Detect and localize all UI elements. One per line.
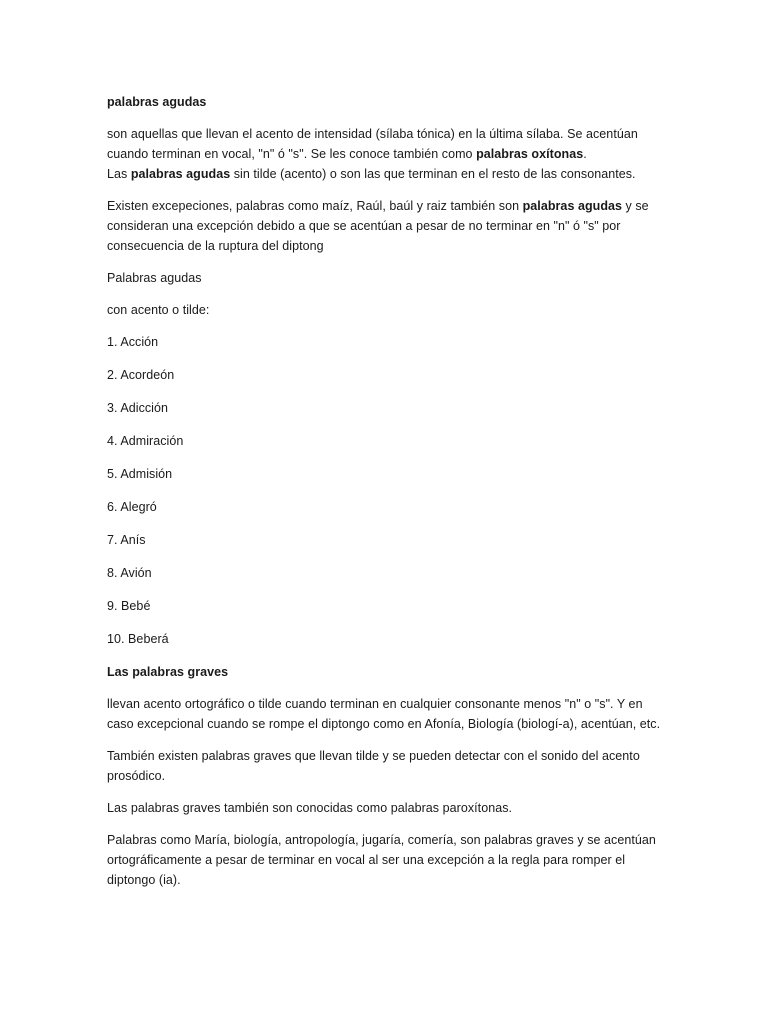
paragraph-graves-paroxitonas: Las palabras graves también son conocidas como palabras paroxítonas. <box>107 801 513 815</box>
paragraph-graves-tilde: También existen palabras graves que llevan tilde y se pueden detectar con el sonido del acento prosódico. <box>107 749 640 783</box>
subheading-palabras-agudas: Palabras agudas <box>107 271 202 285</box>
heading-palabras-graves: Las palabras graves <box>107 665 229 679</box>
list-item: 4. Admiración <box>107 434 184 448</box>
list-item: 5. Admisión <box>107 467 173 481</box>
list-item: 7. Anís <box>107 533 146 547</box>
list-intro: con acento o tilde: <box>107 303 210 317</box>
list-item: 6. Alegró <box>107 500 157 514</box>
bold-term: palabras agudas <box>522 199 623 213</box>
bold-term: palabras agudas <box>130 167 231 181</box>
text-fragment: Existen excepeciones, palabras como maíz, Raúl, baúl y raiz también son <box>107 199 523 213</box>
word-list <box>107 332 667 649</box>
document-page <box>107 92 667 902</box>
paragraph-graves-examples: Palabras como María, biología, antropología, jugaría, comería, son palabras graves y se acentúan ortográficamente a pesar de terminar en vocal al ser una excepción a la regla para romper el diptongo (ia). <box>107 833 656 887</box>
bold-term: palabras oxítonas <box>476 147 584 161</box>
paragraph-agudas-definition <box>107 124 667 184</box>
list-item: 1. Acción <box>107 335 159 349</box>
list-item: 3. Adicción <box>107 401 169 415</box>
heading-palabras-agudas: palabras agudas <box>107 95 207 109</box>
text-fragment: son aquellas que llevan el acento de intensidad (sílaba tónica) en la última sílaba. Se acentúan cuando terminan en vocal, "n" ó "s". Se les conoce también como <box>107 127 638 161</box>
text-fragment: Las <box>107 167 131 181</box>
paragraph-graves-definition: llevan acento ortográfico o tilde cuando terminan en cualquier consonante menos "n" o "s". Y en caso excepcional cuando se rompe el diptongo como en Afonía, Biología (biologí-a), acentúan, etc. <box>107 697 661 731</box>
text-fragment: . <box>583 147 587 161</box>
list-item: 2. Acordeón <box>107 368 175 382</box>
list-item: 9. Bebé <box>107 599 151 613</box>
list-item: 10. Beberá <box>107 632 169 646</box>
paragraph-agudas-exceptions <box>107 196 667 256</box>
list-item: 8. Avión <box>107 566 152 580</box>
text-fragment: sin tilde (acento) o son las que terminan en el resto de las consonantes. <box>230 167 636 181</box>
text-fragment: y se consideran una excepción debido a que se acentúan a pesar de no terminar en "n" ó "s" por consecuencia de la ruptura del diptong <box>107 199 649 253</box>
